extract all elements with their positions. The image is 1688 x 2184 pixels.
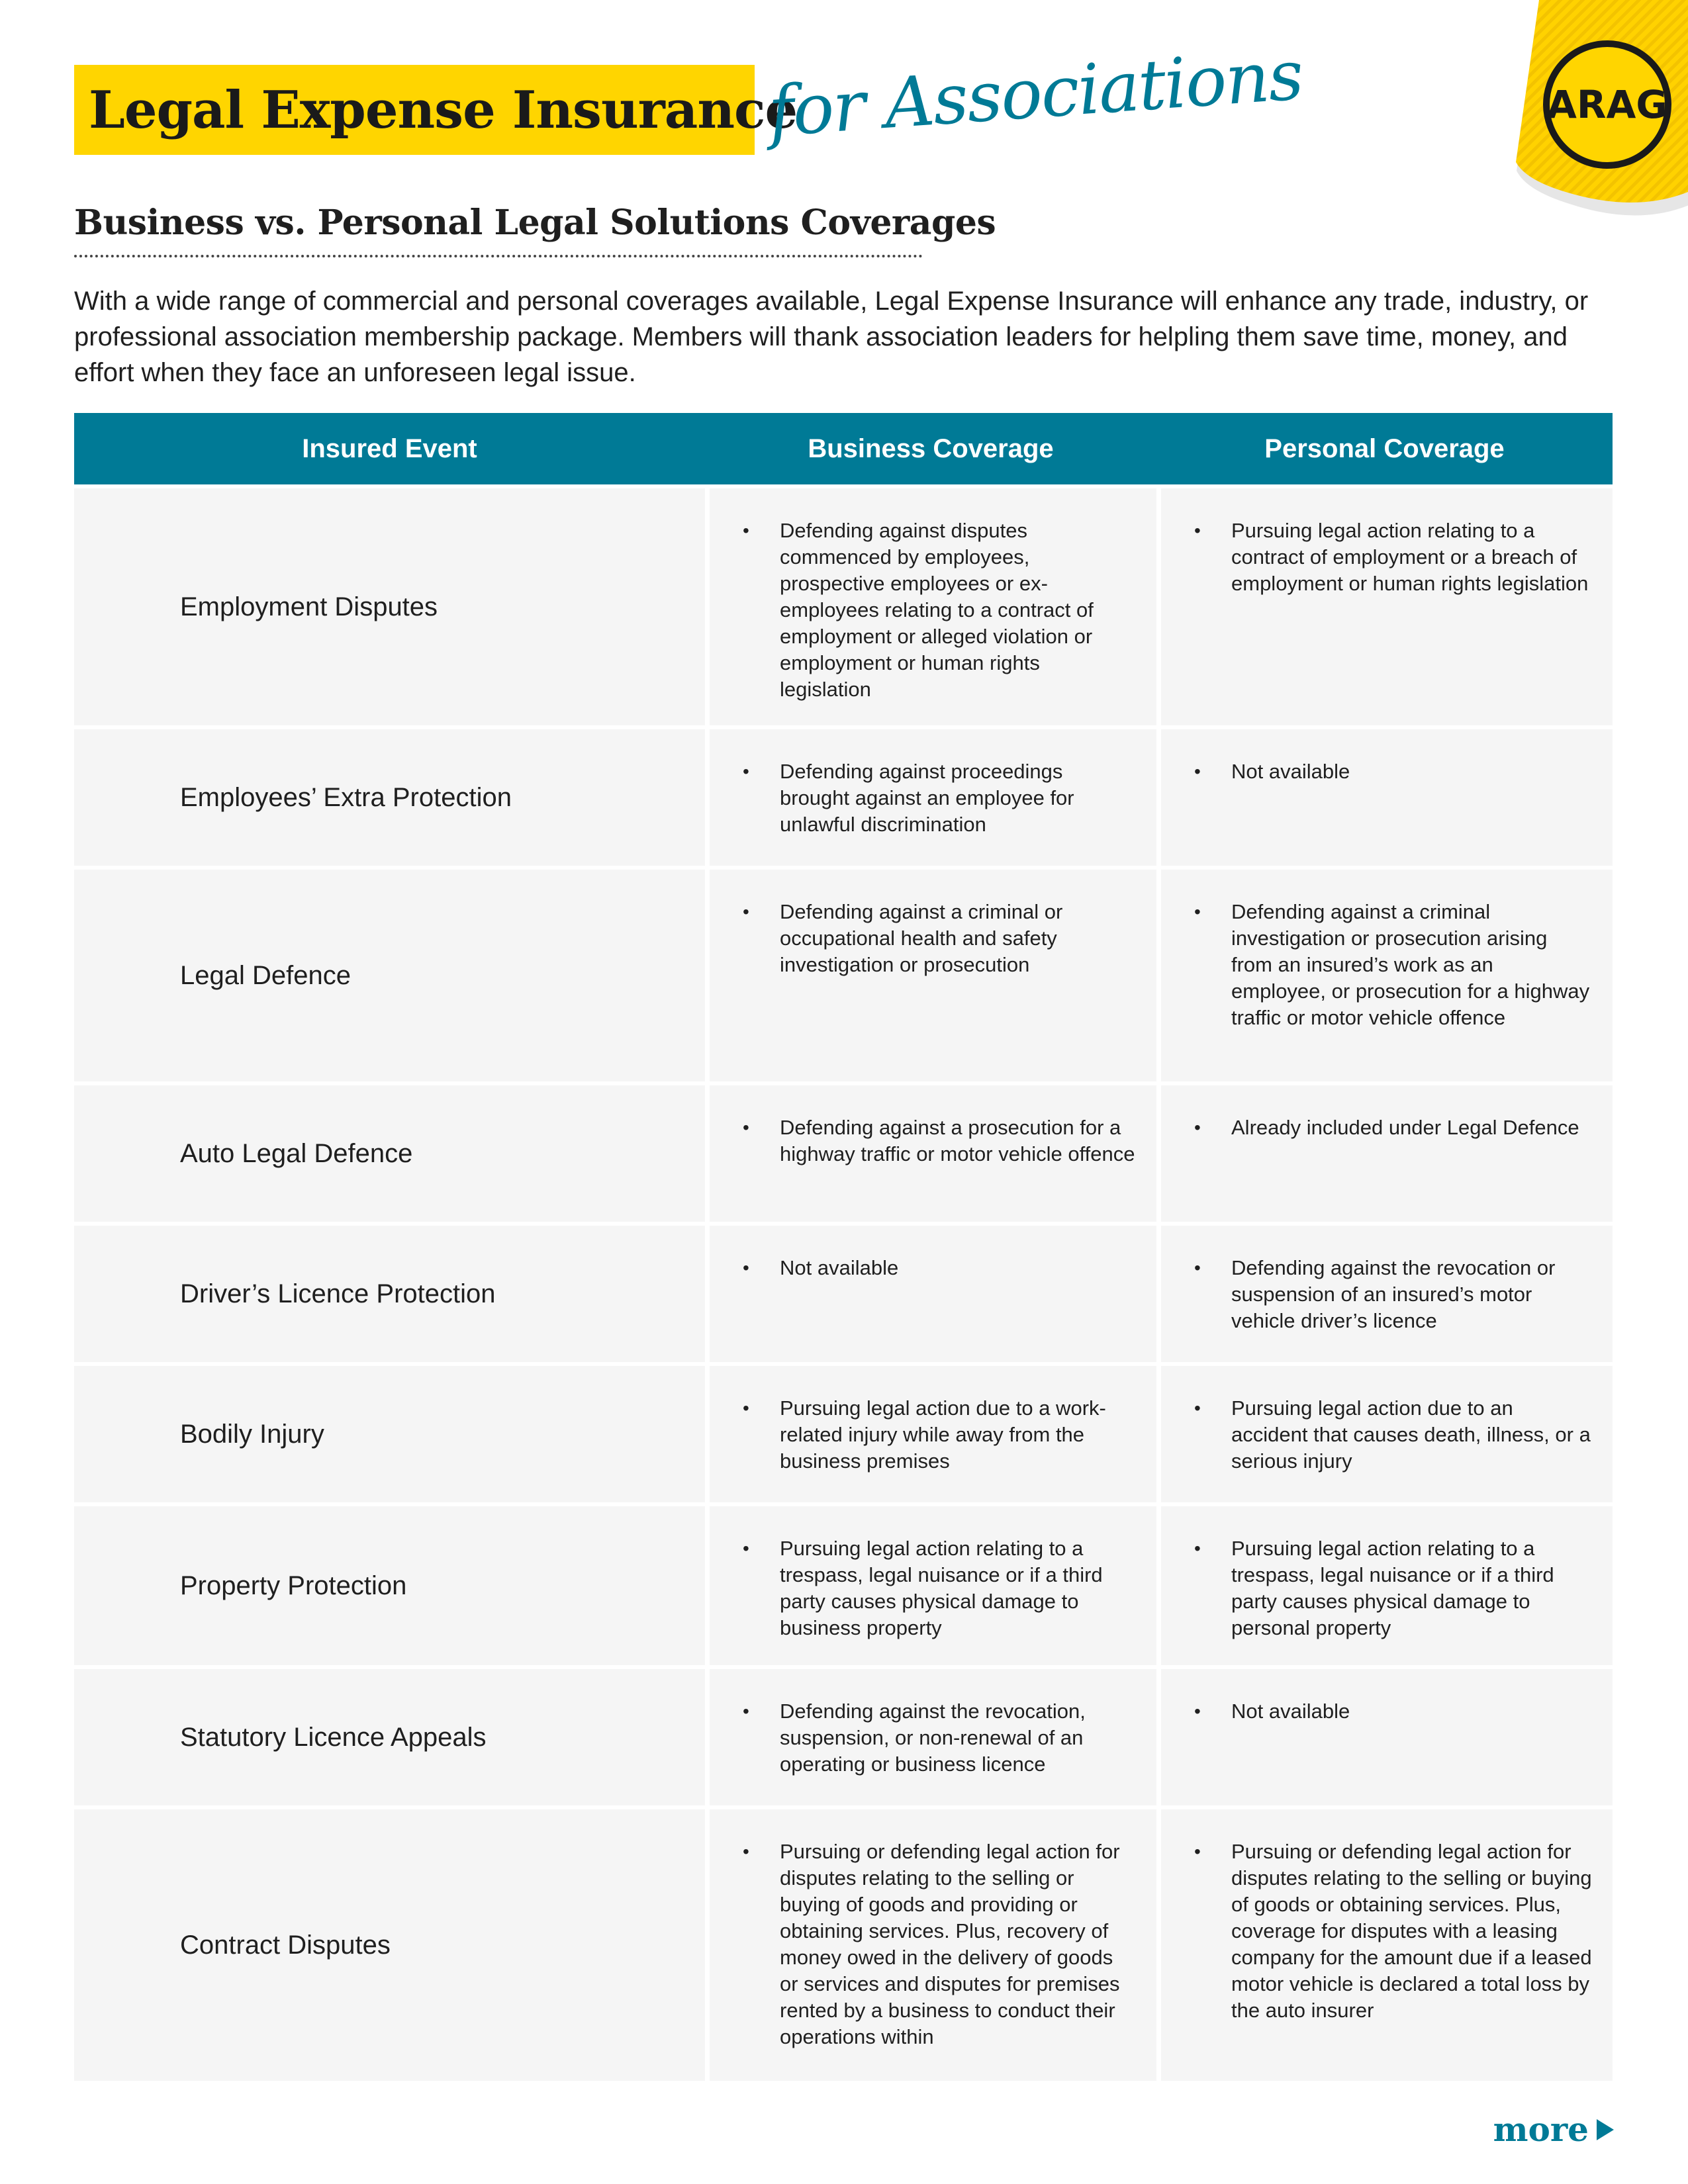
personal-cell	[1156, 1366, 1613, 1502]
table-row	[74, 1506, 1613, 1665]
event-cell: Contract Disputes	[74, 1809, 705, 2081]
personal-coverage-text: • Pursuing or defending legal action for disputes relating to the selling or buying of goods or obtaining services. Plus, coverage for disputes with a leasing company for the amount due if a leased motor vehicle is declared a total loss by the auto insurer	[1194, 1839, 1593, 2024]
business-coverage-text: • Defending against a prosecution for a highway traffic or motor vehicle offence	[743, 1115, 1137, 1167]
personal-coverage-text: • Pursuing legal action relating to a contract of employment or a breach of employment or human rights legislation	[1194, 518, 1593, 597]
page-title: Legal Expense Insurance	[89, 79, 798, 140]
personal-coverage-text: • Defending against the revocation or suspension of an insured’s motor vehicle driver’s licence	[1194, 1255, 1593, 1334]
business-coverage-text: • Pursuing legal action relating to a trespass, legal nuisance or if a third party causes physical damage to business property	[743, 1535, 1137, 1641]
business-cell	[705, 870, 1156, 1081]
personal-coverage-text: • Not available	[1194, 1698, 1593, 1725]
header-personal-coverage: Personal Coverage	[1264, 433, 1505, 463]
business-coverage-text: • Pursuing or defending legal action for disputes relating to the selling or buying of goods and providing or obtaining services. Plus, recovery of money owed in the delivery of goods or services and disputes for premises rented by a business to conduct their operations within	[743, 1839, 1137, 2050]
business-cell	[705, 1809, 1156, 2081]
arrow-right-icon	[1597, 2119, 1614, 2140]
event-cell: Property Protection	[74, 1506, 705, 1665]
personal-cell	[1156, 1809, 1613, 2081]
business-coverage-text: • Defending against a criminal or occupational health and safety investigation or prosecution	[743, 899, 1137, 978]
business-coverage-text: • Defending against the revocation, suspension, or non-renewal of an operating or business licence	[743, 1698, 1137, 1778]
personal-coverage-text: • Pursuing legal action relating to a trespass, legal nuisance or if a third party causes physical damage to personal property	[1194, 1535, 1593, 1641]
event-cell: Bodily Injury	[74, 1366, 705, 1502]
personal-cell	[1156, 1085, 1613, 1222]
title-banner	[74, 65, 798, 155]
personal-cell	[1156, 1226, 1613, 1362]
business-cell	[705, 1366, 1156, 1502]
event-cell: Driver’s Licence Protection	[74, 1226, 705, 1362]
personal-cell	[1156, 1669, 1613, 1805]
arag-logo-corner	[1423, 0, 1688, 225]
business-coverage-text: • Defending against proceedings brought against an employee for unlawful discrimination	[743, 758, 1137, 838]
logo-text: ARAG	[1546, 82, 1668, 127]
business-cell	[705, 729, 1156, 866]
table-row	[74, 1669, 1613, 1805]
table-row	[74, 1085, 1613, 1222]
table-row	[74, 1809, 1613, 2081]
business-cell	[705, 1506, 1156, 1665]
personal-cell	[1156, 1506, 1613, 1665]
table-header	[74, 413, 1613, 484]
table-row	[74, 1366, 1613, 1502]
personal-coverage-text: • Pursuing legal action due to an accident that causes death, illness, or a serious injury	[1194, 1395, 1593, 1475]
table-row	[74, 729, 1613, 866]
business-cell	[705, 1226, 1156, 1362]
event-cell: Legal Defence	[74, 870, 705, 1081]
business-coverage-text: • Defending against disputes commenced by employees, prospective employees or ex-employees relating to a contract of employment or alleged violation or employment or human rights legislation	[743, 518, 1137, 703]
table-row	[74, 1226, 1613, 1362]
table-row	[74, 870, 1613, 1081]
header-insured-event: Insured Event	[302, 433, 477, 463]
business-cell	[705, 1085, 1156, 1222]
personal-cell	[1156, 729, 1613, 866]
script-subtitle: for Associations	[765, 34, 1305, 153]
more-link[interactable]	[1493, 2110, 1614, 2149]
intro-paragraph: With a wide range of commercial and personal coverages available, Legal Expense Insurance will enhance any trade, industry, or professional association membership package. Members will thank association leaders for helpling them save time, money, and effort when they face an unforeseen legal issue.	[74, 287, 1589, 387]
table-row	[74, 488, 1613, 725]
business-coverage-text: • Pursuing legal action due to a work-related injury while away from the business premises	[743, 1395, 1137, 1475]
header-business-coverage: Business Coverage	[808, 433, 1054, 463]
event-cell: Statutory Licence Appeals	[74, 1669, 705, 1805]
event-cell: Auto Legal Defence	[74, 1085, 705, 1222]
event-cell: Employment Disputes	[74, 488, 705, 725]
section-title: Business vs. Personal Legal Solutions Coverages	[74, 203, 923, 257]
more-label: more	[1493, 2110, 1589, 2149]
coverage-table	[74, 413, 1613, 2081]
personal-coverage-text: • Not available	[1194, 758, 1593, 785]
event-cell: Employees’ Extra Protection	[74, 729, 705, 866]
business-cell	[705, 1669, 1156, 1805]
personal-cell	[1156, 870, 1613, 1081]
personal-cell	[1156, 488, 1613, 725]
business-coverage-text: • Not available	[743, 1255, 1137, 1281]
personal-coverage-text: • Already included under Legal Defence	[1194, 1115, 1593, 1141]
business-cell	[705, 488, 1156, 725]
personal-coverage-text: • Defending against a criminal investigation or prosecution arising from an insured’s work as an employee, or prosecution for a highway traffic or motor vehicle offence	[1194, 899, 1593, 1031]
